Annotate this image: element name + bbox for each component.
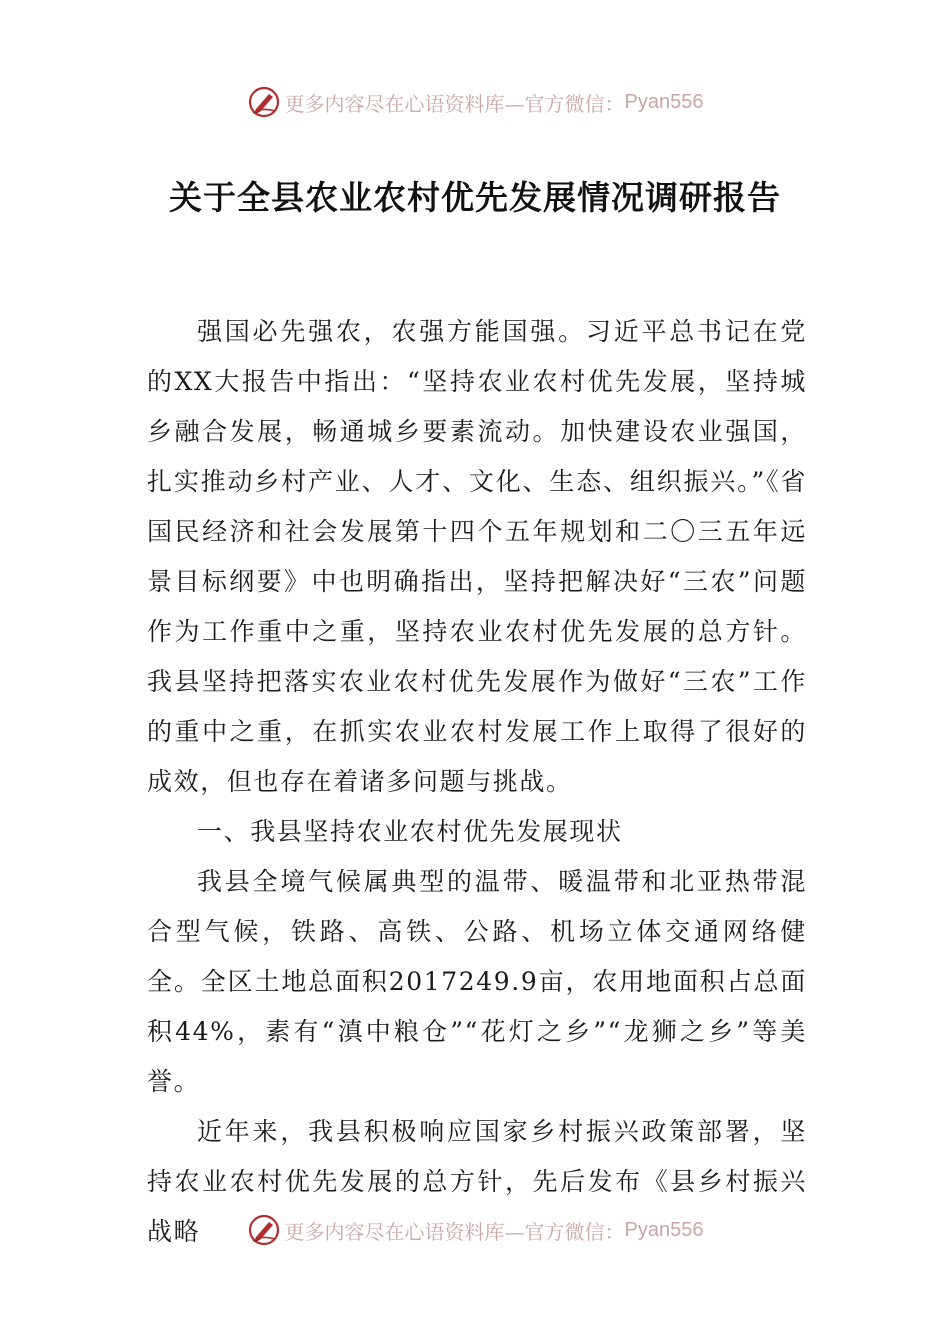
banner-handle: Pyan556 xyxy=(624,1218,704,1241)
pen-logo-icon xyxy=(247,85,281,119)
paragraph-intro: 强国必先强农，农强方能国强。习近平总书记在党的XX大报告中指出：“坚持农业农村优先发展，坚持城乡融合发展，畅通城乡要素流动。加快建设农业强国，扎实推动乡村产业、人才、文化、生态、组织振兴。”《省国民经济和社会发展第十四个五年规划和二〇三五年远景目标纲要》中也明确指出，坚持把解决好“三农”问题作为工作重中之重，坚持农业农村优先发展的总方针。我县坚持把落实农业农村优先发展作为做好“三农”工作的重中之重，在抓实农业农村发展工作上取得了很好的成效，但也存在着诸多问题与挑战。 xyxy=(147,317,807,796)
document-body xyxy=(147,307,807,1257)
paragraph-recent: 近年来，我县积极响应国家乡村振兴政策部署，坚持农业农村优先发展的总方针，先后发布《县乡村振兴战略 xyxy=(147,1117,807,1246)
footer-banner xyxy=(0,1210,950,1250)
pen-logo-icon xyxy=(247,1213,281,1247)
paragraph-overview: 我县全境气候属典型的温带、暖温带和北亚热带混合型气候，铁路、高铁、公路、机场立体交通网络健全。全区土地总面积2017249.9亩，农用地面积占总面积44%，素有“滇中粮仓”“花灯之乡”“龙狮之乡”等美誉。 xyxy=(147,867,807,1096)
banner-text: 更多内容尽在心语资料库—官方微信： xyxy=(284,1219,625,1244)
document-title: 关于全县农业农村优先发展情况调研报告 xyxy=(169,178,781,217)
section-heading: 一、我县坚持农业农村优先发展现状 xyxy=(197,817,623,846)
header-banner xyxy=(0,82,950,122)
banner-handle: Pyan556 xyxy=(624,90,704,113)
banner-text: 更多内容尽在心语资料库—官方微信： xyxy=(284,91,625,116)
